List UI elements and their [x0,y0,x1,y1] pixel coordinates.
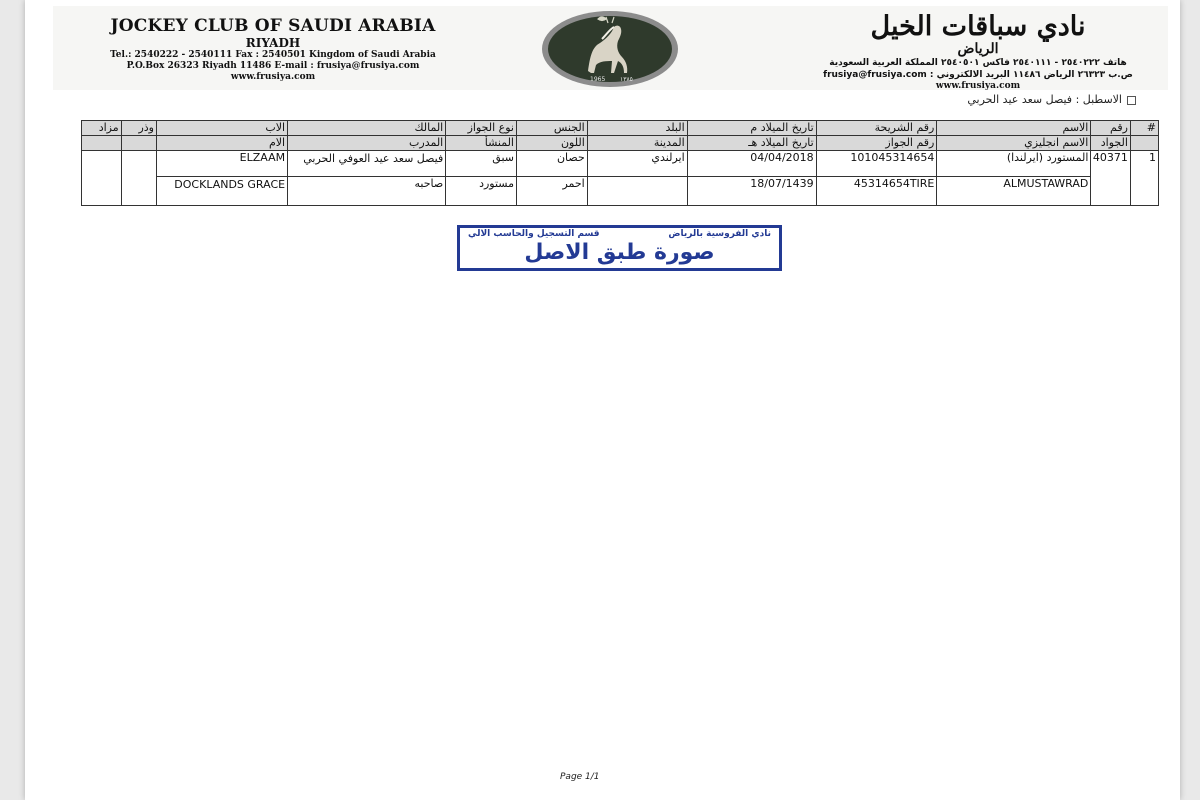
letterhead-english [53,16,493,83]
club-name-english: JOCKEY CLUB OF SAUDI ARABIA [110,16,436,36]
contact-line-english-2: P.O.Box 26323 Riyadh 11486 E-mail : frusiya@frusiya.com [126,61,420,71]
certified-copy-stamp [457,225,782,271]
dam: DOCKLANDS GRACE [156,177,287,206]
col-header [121,136,156,151]
color: احمر [517,177,588,206]
horses-table [81,120,1159,206]
city-english: RIYADH [245,36,301,50]
passport-type: سبق [446,151,517,177]
letterhead [53,6,1168,90]
col-header: الجنس [517,121,588,136]
col-header: المدرب [288,136,446,151]
document-page [25,0,1180,800]
dob-gregorian: 04/04/2018 [687,151,816,177]
emblem-year-left: 1965 [590,76,606,83]
checkbox-icon [1127,96,1136,105]
horse-number: 40371 [1091,151,1131,206]
sex: حصان [517,151,588,177]
letterhead-arabic [788,12,1168,92]
stamp-club-name: نادي الفروسية بالرياض [668,229,771,239]
col-header [1130,136,1158,151]
chip-number: 101045314654 [816,151,937,177]
col-header: تاريخ الميلاد م [687,121,816,136]
trainer: صاحبه [288,177,446,206]
col-header: البلد [587,121,687,136]
row-index: 1 [1130,151,1158,206]
sire: ELZAAM [156,151,287,177]
contact-line-english-1: Tel.: 2540222 - 2540111 Fax : 2540501 Kingdom of Saudi Arabia [110,50,436,60]
stamp-department: قسم التسجيل والحاسب الالي [468,229,600,239]
club-name-arabic: نادي سباقات الخيل [870,11,1086,42]
col-header: اللون [517,136,588,151]
wizr [121,151,156,206]
col-header: الام [156,136,287,151]
col-header: وذر [121,121,156,136]
col-header: رقم الشريحة [816,121,937,136]
contact-line-arabic-2: ص.ب ٢٦٣٢٣ الرياض ١١٤٨٦ البريد الالكتروني : frusiya@frusiya.com [823,70,1133,80]
website-arabic: www.frusiya.com [935,81,1021,91]
city [587,177,687,206]
col-header: رقم [1091,121,1131,136]
dob-hijri: 18/07/1439 [687,177,816,206]
table-row [82,151,1159,177]
contact-line-arabic-1: هاتف ٢٥٤٠٢٢٢ - ٢٥٤٠١١١ فاكس ٢٥٤٠٥٠١ المملكة العربية السعودية [829,58,1127,68]
stable-name: فيصل سعد عيد الحربي [967,93,1073,106]
page-number: Page 1/1 [560,772,600,782]
col-header: الجواد [1091,136,1131,151]
website-english: www.frusiya.com [230,72,316,82]
auction [82,151,122,206]
stable-label: الاسطبل : [1075,93,1122,106]
horse-name-arabic: المستورد (ايرلندا) [937,151,1091,177]
country: ايرلندي [587,151,687,177]
horse-emblem-icon [540,9,680,89]
horse-name-english: ALMUSTAWRAD [937,177,1091,206]
passport-number: 45314654TIRE [816,177,937,206]
col-header: تاريخ الميلاد هـ [687,136,816,151]
table-row [82,177,1159,206]
city-arabic: الرياض [957,41,999,57]
col-header: الاسم انجليزي [937,136,1091,151]
col-header: مزاد [82,121,122,136]
owner: فيصل سعد عيد العوفي الحربي [288,151,446,177]
emblem-year-right: ١٣٨٥ [620,76,633,83]
origin: مستورد [446,177,517,206]
col-header: الاب [156,121,287,136]
col-header: المدينة [587,136,687,151]
col-header: الاسم [937,121,1091,136]
col-header [82,136,122,151]
col-header: نوع الجواز [446,121,517,136]
stable-line [967,93,1136,106]
col-header: # [1130,121,1158,136]
col-header: المنشأ [446,136,517,151]
table-header-row-2 [82,136,1159,151]
col-header: المالك [288,121,446,136]
stamp-main-text: صورة طبق الاصل [524,240,715,265]
col-header: رقم الجواز [816,136,937,151]
table-header-row-1 [82,121,1159,136]
